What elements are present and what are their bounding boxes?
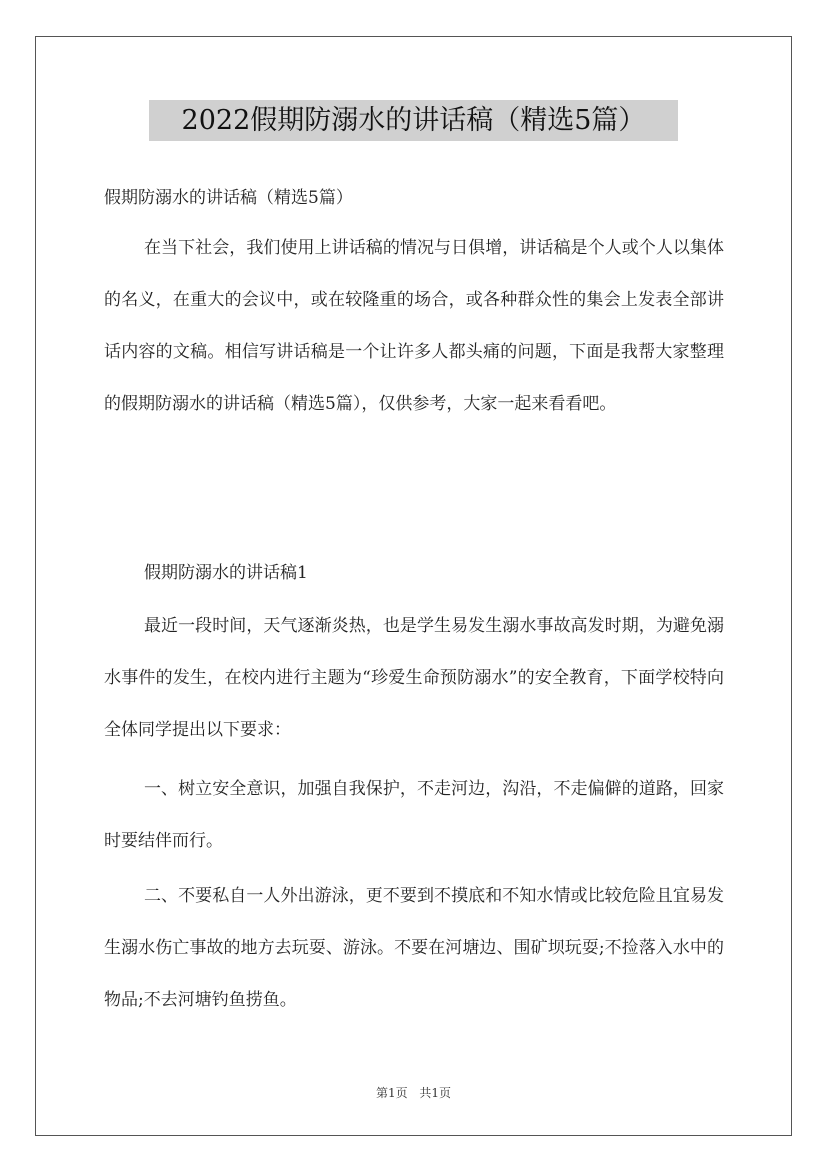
page-footer xyxy=(0,1084,827,1101)
document-subtitle: 假期防溺水的讲话稿（精选5篇） xyxy=(104,188,353,208)
rule-two-paragraph: 二、不要私自一人外出游泳，更不要到不摸底和不知水情或比较危险且宜易发生溺水伤亡事故的地方去玩耍、游泳。不要在河塘边、围矿坝玩耍;不捡落入水中的物品;不去河塘钓鱼捞鱼。 xyxy=(104,886,724,1010)
document-title: 2022假期防溺水的讲话稿（精选5篇） xyxy=(149,100,678,141)
rule-one-paragraph: 一、树立安全意识，加强自我保护，不走河边，沟沿，不走偏僻的道路，回家时要结伴而行。 xyxy=(104,779,724,851)
page-total: 共1页 xyxy=(419,1086,452,1100)
page-number: 第1页 xyxy=(375,1086,408,1100)
section-heading: 假期防溺水的讲话稿1 xyxy=(144,563,308,583)
body-paragraph: 最近一段时间，天气逐渐炎热，也是学生易发生溺水事故高发时期，为避免溺水事件的发生，在校内进行主题为“珍爱生命预防溺水”的安全教育，下面学校特向全体同学提出以下要求： xyxy=(104,616,724,740)
intro-paragraph: 在当下社会，我们使用上讲话稿的情况与日俱增，讲话稿是个人或个人以集体的名义，在重大的会议中，或在较隆重的场合，或各种群众性的集会上发表全部讲话内容的文稿。相信写讲话稿是一个让许多人都头痛的问题，下面是我帮大家整理的假期防溺水的讲话稿（精选5篇），仅供参考，大家一起来看看吧。 xyxy=(104,238,724,414)
